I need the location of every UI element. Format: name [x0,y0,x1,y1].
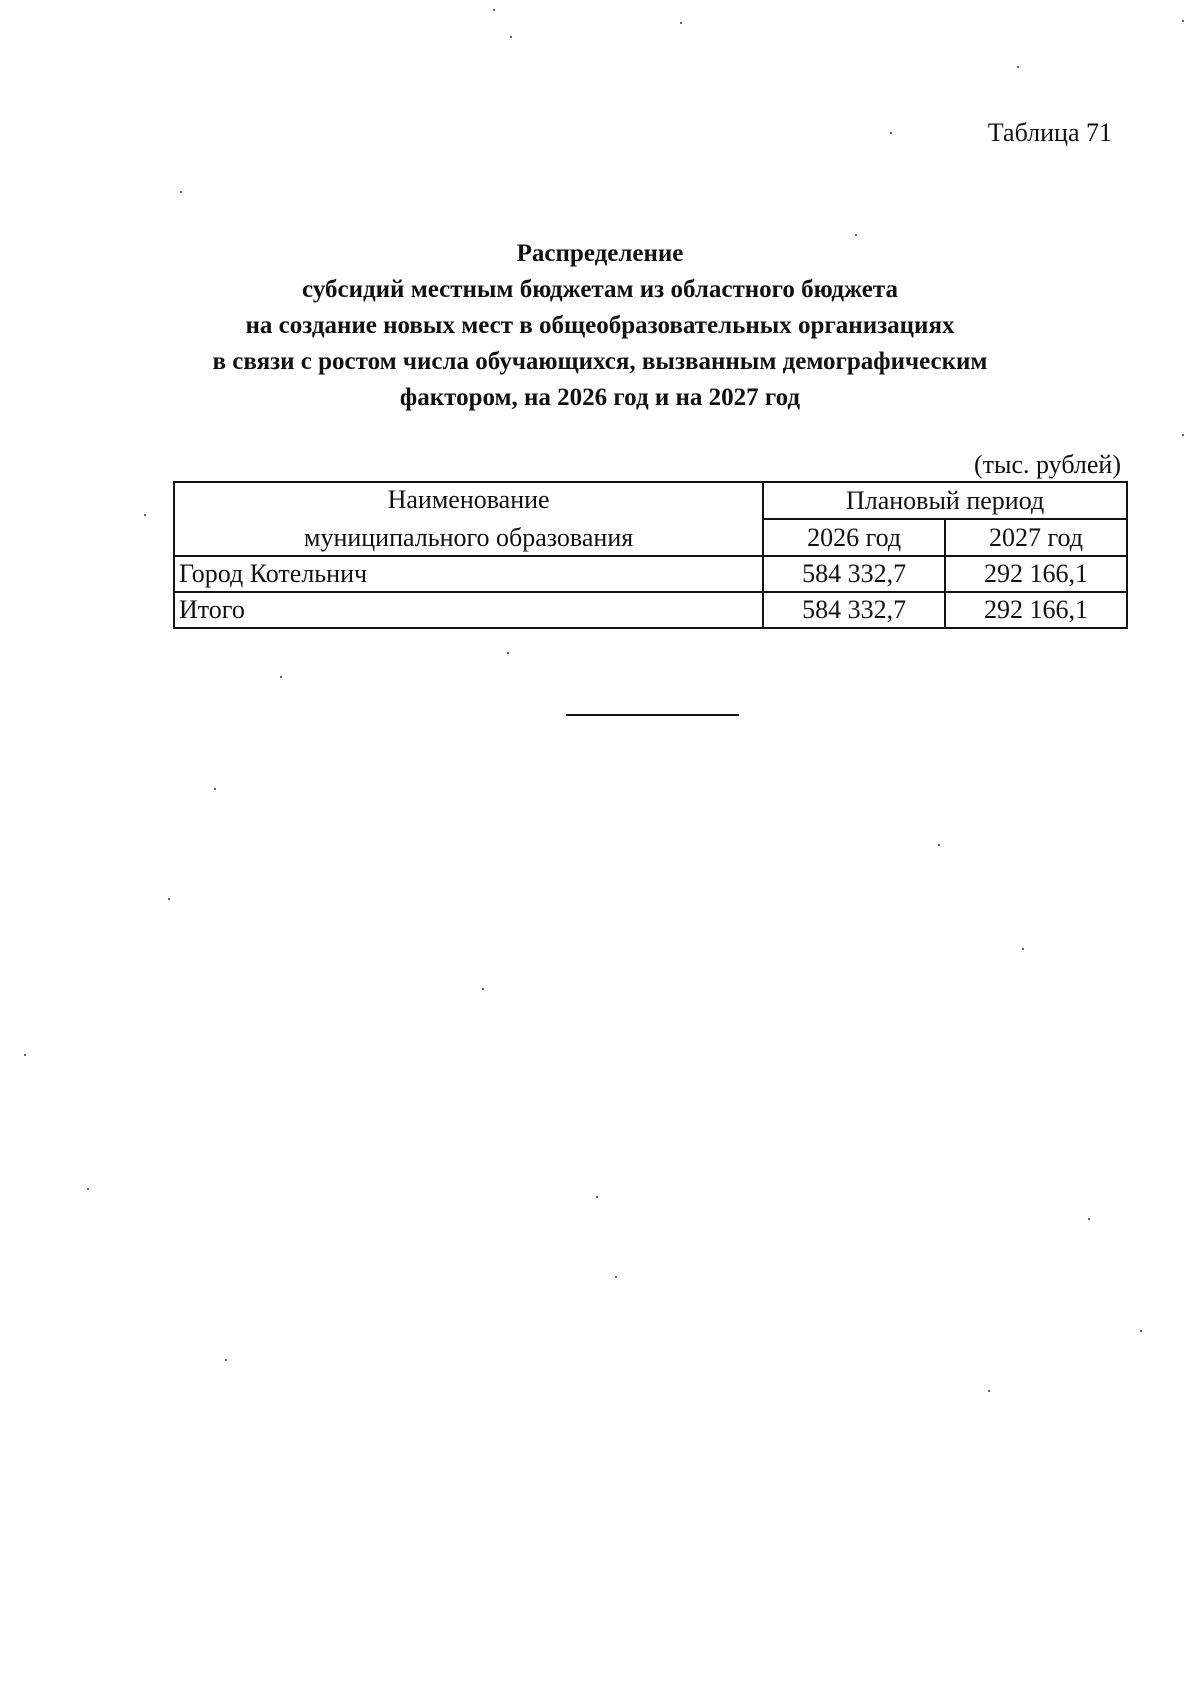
scan-speck [510,36,512,38]
header-planned-period: Плановый период [763,482,1127,519]
header-municipality-line1: Наименование [387,485,550,514]
title-line-1: Распределение [516,240,684,267]
scan-speck [938,844,940,846]
scan-speck [890,132,892,134]
table-row-total [174,592,1127,628]
title-line-3: на создание новых мест в общеобразовательных организациях [245,312,955,339]
scan-speck [168,898,170,900]
scan-speck [1140,1330,1142,1332]
scan-speck [1088,1218,1090,1220]
scan-speck [1182,434,1184,436]
scan-speck [1017,66,1019,68]
scan-speck [615,1276,617,1278]
title-line-2: субсидий местным бюджетам из областного бюджета [302,276,898,303]
header-municipality-line2: муниципального образования [303,523,634,552]
units-label: (тыс. рублей) [973,450,1121,479]
table-row [174,556,1127,592]
title-line-5: фактором, на 2026 год и на 2027 год [399,384,801,411]
scan-speck [855,234,857,236]
cell-municipality-name: Город Котельнич [174,556,763,592]
scan-speck [214,788,216,790]
header-municipality [174,482,763,556]
title-line-4: в связи с ростом числа обучающихся, вызванным демографическим [212,348,988,375]
cell-total-2027: 292 166,1 [945,592,1127,628]
scan-speck [280,676,282,678]
cell-value-2026: 584 332,7 [763,556,945,592]
scan-speck [180,191,182,193]
scan-speck [493,9,495,11]
scan-speck [24,1054,26,1056]
cell-total-2026: 584 332,7 [763,592,945,628]
scan-speck [1022,948,1024,950]
scan-speck [988,1390,990,1392]
cell-total-label: Итого [174,592,763,628]
document-title [150,236,1050,416]
end-divider [566,714,739,716]
scan-speck [87,1188,89,1190]
scan-speck [1182,20,1184,22]
header-year-2027: 2027 год [945,519,1127,556]
table-header-row-1 [174,482,1127,519]
cell-value-2027: 292 166,1 [945,556,1127,592]
scan-speck [507,652,509,654]
scan-speck [225,1359,227,1361]
scan-speck [596,1196,598,1198]
header-year-2026: 2026 год [763,519,945,556]
scan-speck [680,22,682,24]
scan-speck [482,988,484,990]
subsidy-table [173,481,1128,629]
scan-speck [144,514,146,516]
table-number: Таблица 71 [987,118,1112,147]
